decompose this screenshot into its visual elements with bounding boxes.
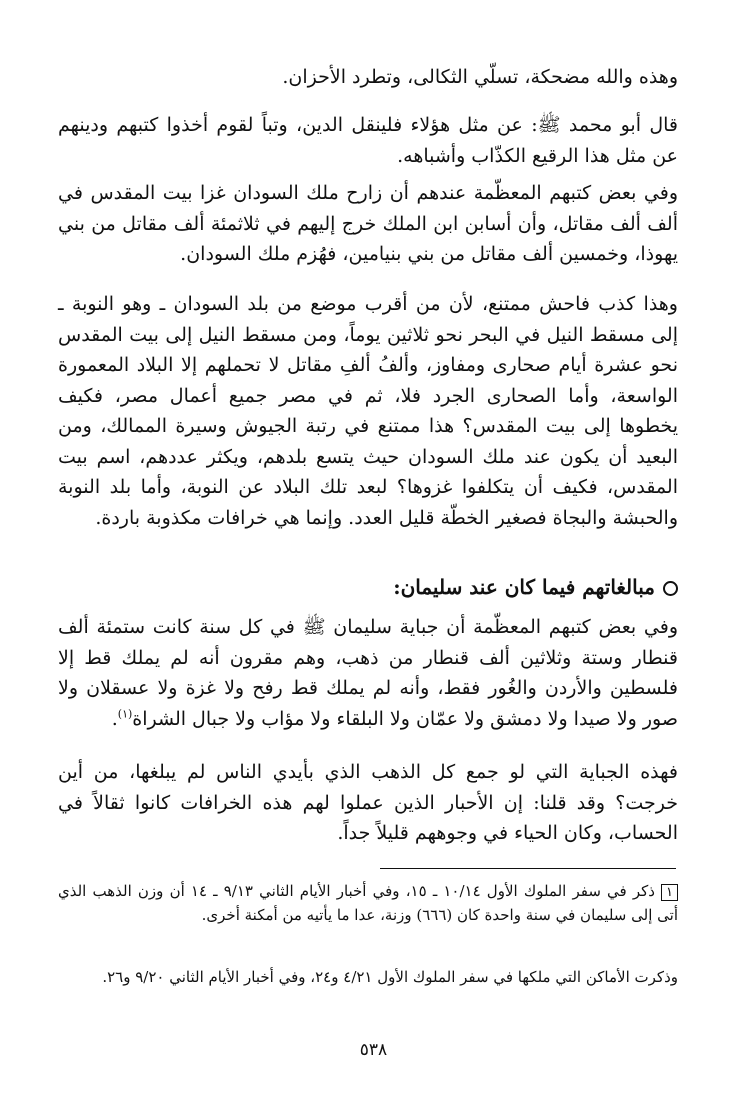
footnote-number: ١: [661, 884, 678, 901]
paragraph-5-text: وفي بعض كتبهم المعظّمة أن جباية سليمان ﷺ في كل سنة كانت ستمئة ألف قنطار وستة وثلاثين ألف قنطار من ذهب، وهم مقرون أنه لم يملك قط إلا فلسطين والأردن والغُور فقط، وأنه لم يملك قط رفح ولا غزة ولا عسقلان ولا صور ولا صيدا ولا دمشق ولا عمّان ولا البلقاء ولا مؤاب ولا جبال الشراة: [58, 616, 678, 730]
page-number: ٥٣٨: [359, 1040, 388, 1060]
footnote-marker[interactable]: (١): [117, 707, 133, 721]
footnote-2: وذكرت الأماكن التي ملكها في سفر الملوك الأول ٤/٢١ و٢٤، وفي أخبار الأيام الثاني ٩/٢٠ و٢٦.: [102, 968, 678, 986]
paragraph-5-end: .: [111, 707, 118, 730]
footnote-1: [58, 880, 678, 927]
paragraph-1: وهذه والله مضحكة، تسلّي الثكالى، وتطرد الأحزان.: [282, 66, 678, 88]
paragraph-4: وهذا كذب فاحش ممتنع، لأن من أقرب موضع من بلد السودان ـ وهو النوبة ـ إلى مسقط النيل في البحر نحو ثلاثين يوماً، ومن مسقط النيل إلى بيت المقدس نحو عشرة أيام صحارى ومفاوز، وألفُ ألفِ مقاتل لا تحملهم إلا البلاد المعمورة الواسعة، وأما الصحارى الجرد فلا، ثم في مصر جميع أعمال مصر، فكيف يخطوها إلى بيت المقدس؟ هذا ممتنع في رتبة الجيوش وسيرة الممالك، ومن البعيد أن يكون عند ملك السودان حيث يتسع بلدهم، ويكثر عددهم، اسم بيت المقدس، فكيف أن يتكلفوا غزوها؟ لبعد تلك البلاد عن النوبة، وأما بلد النوبة والحبشة والبجاة فصغير الخطّة قليل العدد. وإنما هي خرافات مكذوبة باردة.: [58, 293, 678, 529]
footnote-divider: [380, 868, 676, 869]
circle-bullet-icon: [663, 581, 678, 596]
paragraph-3: وفي بعض كتبهم المعظّمة عندهم أن زارح ملك السودان غزا بيت المقدس في ألف ألف مقاتل، وأن أسابن ابن الملك خرج إليهم في ثلاثمئة ألف مقاتل من بني يهوذا، وخمسين ألف مقاتل من بني بنيامين، فهُزم ملك السودان.: [58, 182, 678, 265]
section-heading-text: مبالغاتهم فيما كان عند سليمان:: [393, 575, 655, 599]
footnote-1-text: ذكر في سفر الملوك الأول ١٠/١٤ ـ ١٥، وفي أخبار الأيام الثاني ٩/١٣ ـ ١٤ أن وزن الذهب الذي أتى إلى سليمان في سنة واحدة كان (٦٦٦) وزنة، عدا ما يأتيه من أمكنة أخرى.: [58, 882, 678, 924]
section-heading: [58, 572, 678, 602]
paragraph-6: فهذه الجباية التي لو جمع كل الذهب الذي بأيدي الناس لم يبلغها، من أين خرجت؟ وقد قلنا: إن الأحبار الذين عملوا لهم هذه الخرافات كانوا ثقالاً في الحساب، وكان الحياء في وجوههم قليلاً جداً.: [58, 761, 678, 844]
paragraph-5: [58, 612, 678, 734]
paragraph-2: قال أبو محمد ﷺ: عن مثل هؤلاء فلينقل الدين، وتباً لقوم أخذوا كتبهم ودينهم عن مثل هذا الرقيع الكذّاب وأشباهه.: [58, 114, 679, 167]
